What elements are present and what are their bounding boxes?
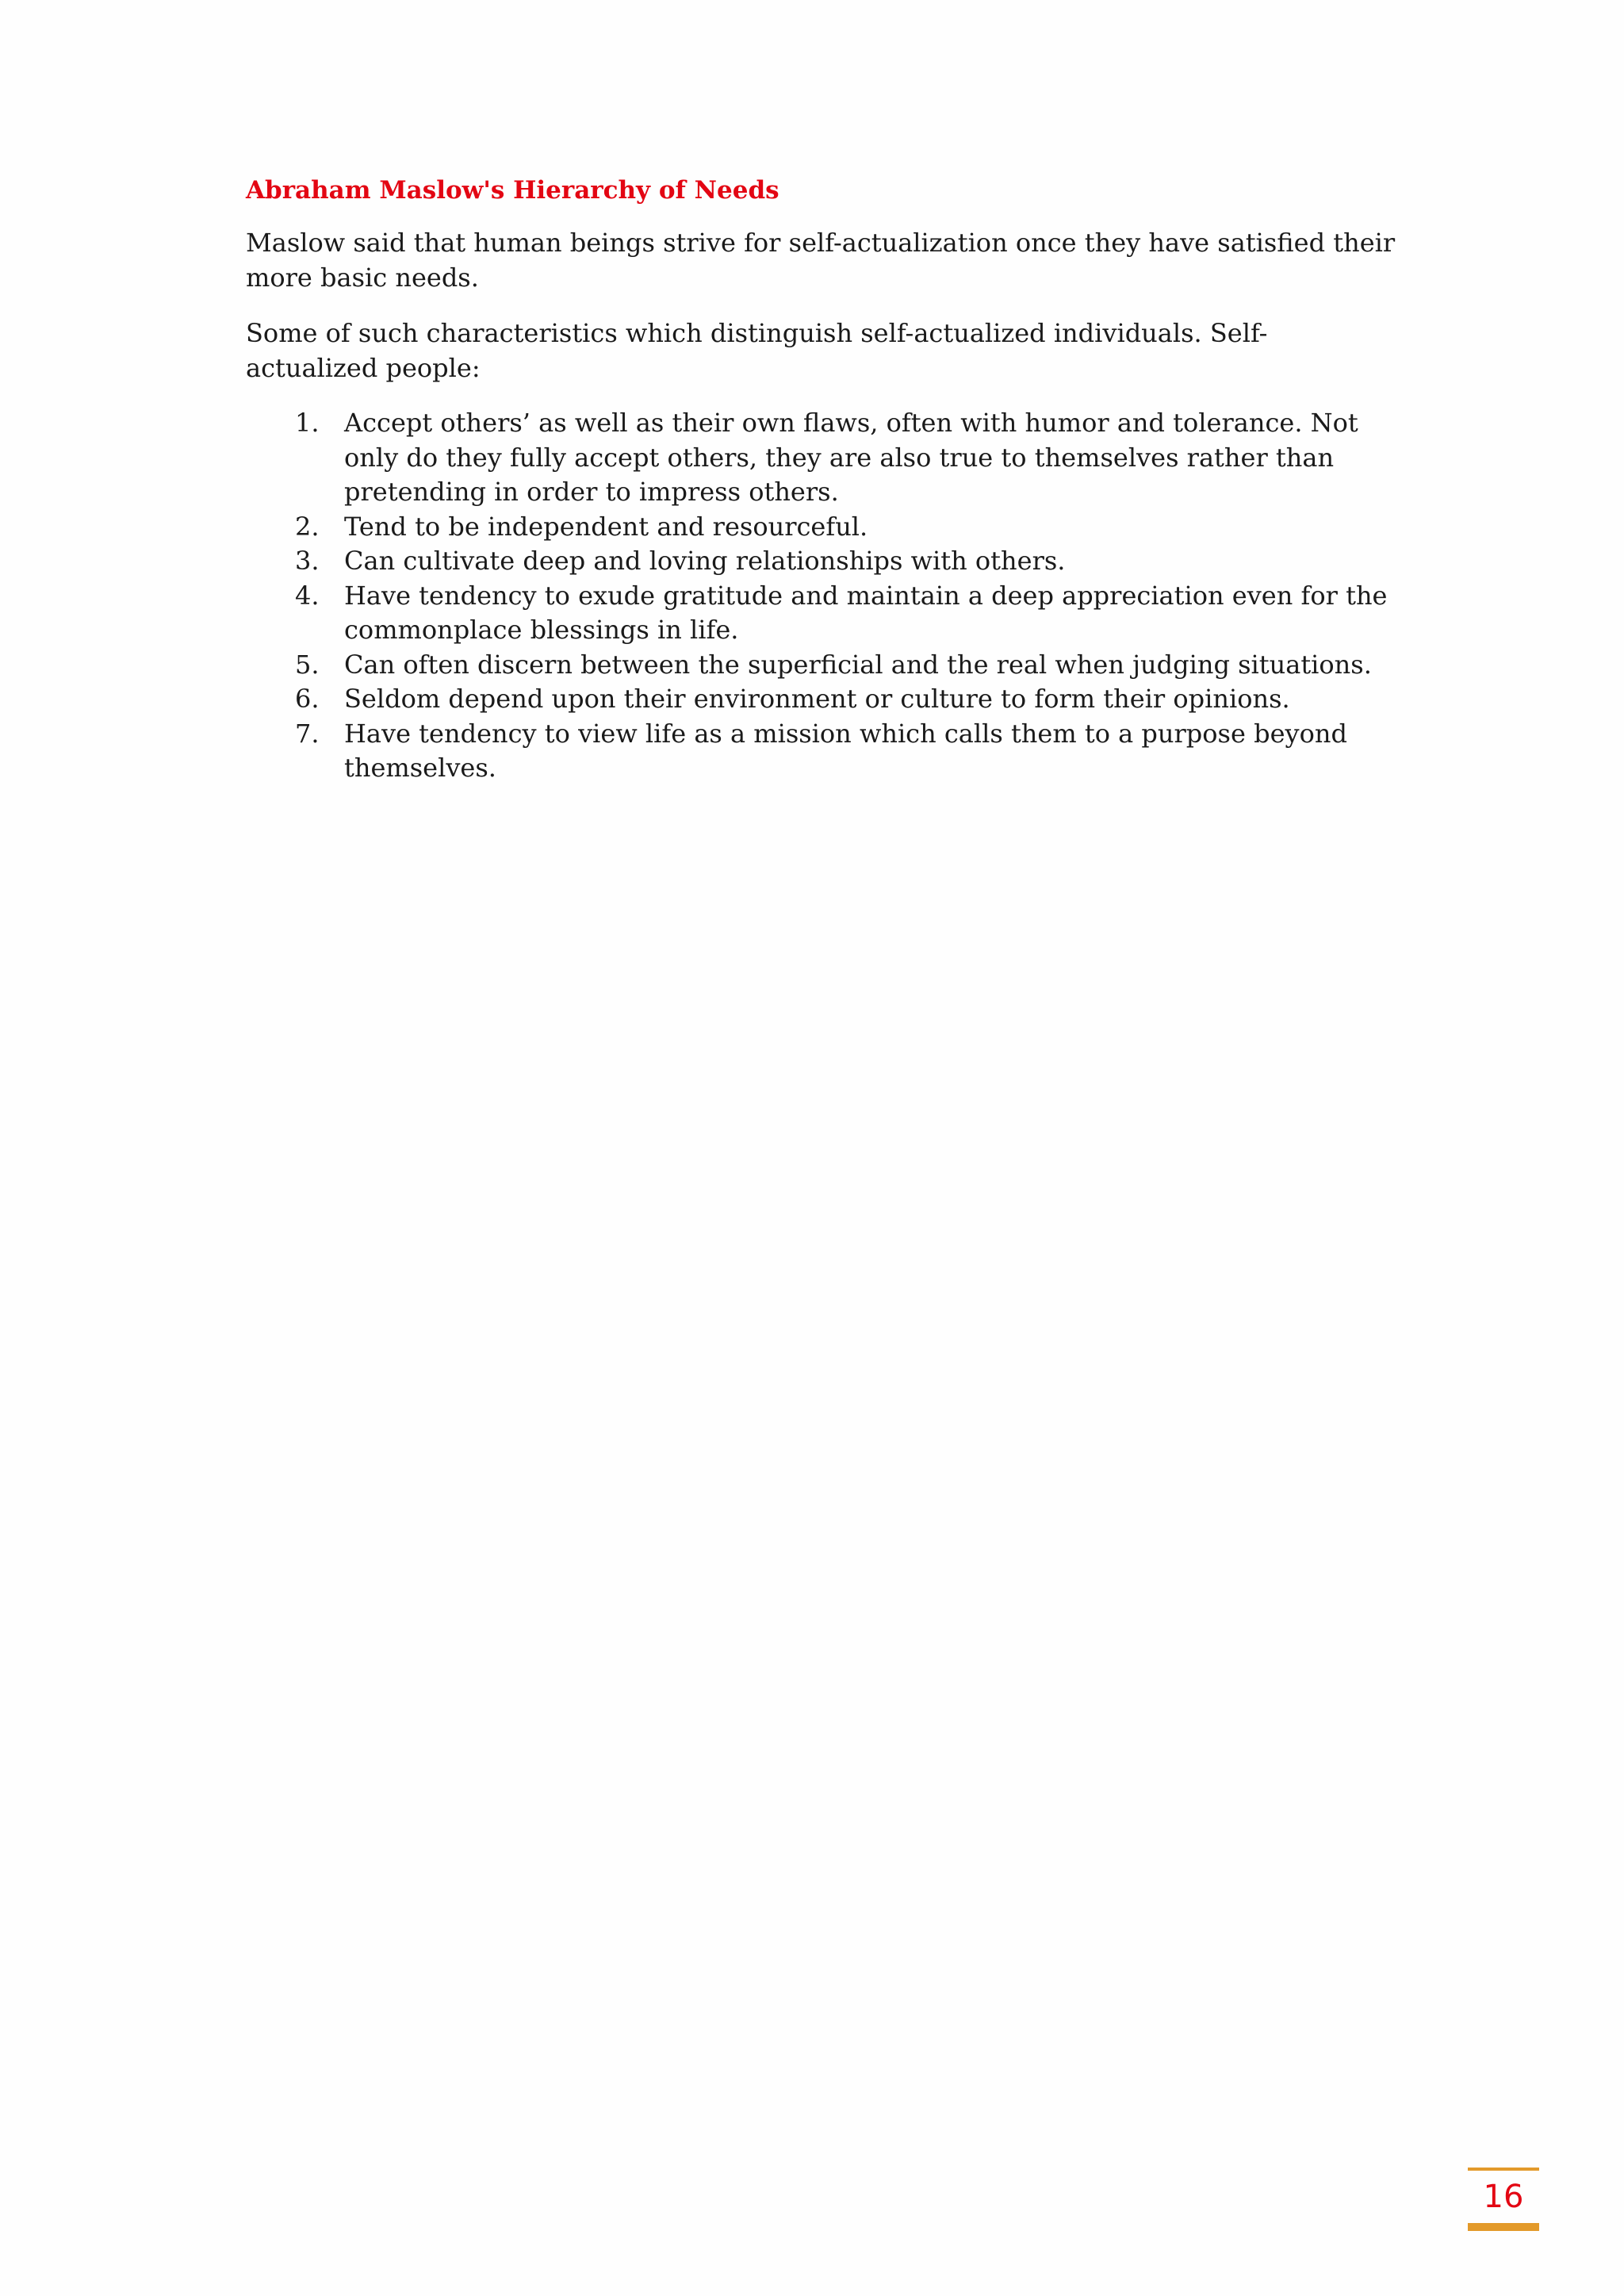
characteristics-paragraph: Some of such characteristics which distinguish self-actualized individuals. Self-actualized people:	[246, 318, 1268, 383]
list-item	[246, 544, 1396, 579]
intro-paragraph: Maslow said that human beings strive for self-actualization once they have satisfied their more basic needs.	[246, 228, 1396, 293]
list-item	[246, 510, 1396, 545]
list-item-number: 5.	[295, 649, 320, 680]
list-item	[246, 717, 1396, 786]
list-item-number: 1.	[295, 408, 320, 438]
page-content	[246, 173, 1396, 786]
list-item-text: Have tendency to exude gratitude and maintain a deep appreciation even for the commonplace blessings in life.	[344, 580, 1388, 645]
list-item-number: 6.	[295, 684, 320, 714]
list-item	[246, 579, 1396, 648]
list-item-text: Seldom depend upon their environment or culture to form their opinions.	[344, 684, 1290, 714]
list-item-number: 4.	[295, 580, 320, 611]
section-heading: Abraham Maslow's Hierarchy of Needs	[246, 176, 779, 205]
list-item	[246, 406, 1396, 510]
list-item-number: 2.	[295, 511, 320, 542]
list-item-number: 7.	[295, 718, 320, 749]
page-number: 16	[1483, 2179, 1524, 2215]
list-item-text: Accept others’ as well as their own flaws, often with humor and tolerance. Not only do they fully accept others, they are also true to themselves rather than pretending in order to impress others.	[344, 408, 1358, 507]
list-item	[246, 682, 1396, 717]
list-item-text: Can often discern between the superficial and the real when judging situations.	[344, 649, 1372, 680]
list-item-number: 3.	[295, 546, 320, 576]
page-number-top-rule	[1468, 2168, 1539, 2171]
characteristics-list	[246, 406, 1396, 786]
list-item	[246, 648, 1396, 683]
page-number-bottom-rule	[1468, 2223, 1539, 2231]
list-item-text: Can cultivate deep and loving relationships with others.	[344, 546, 1066, 576]
list-item-text: Have tendency to view life as a mission which calls them to a purpose beyond themselves.	[344, 718, 1347, 783]
list-item-text: Tend to be independent and resourceful.	[344, 511, 868, 542]
page-number-box	[1468, 2168, 1539, 2231]
